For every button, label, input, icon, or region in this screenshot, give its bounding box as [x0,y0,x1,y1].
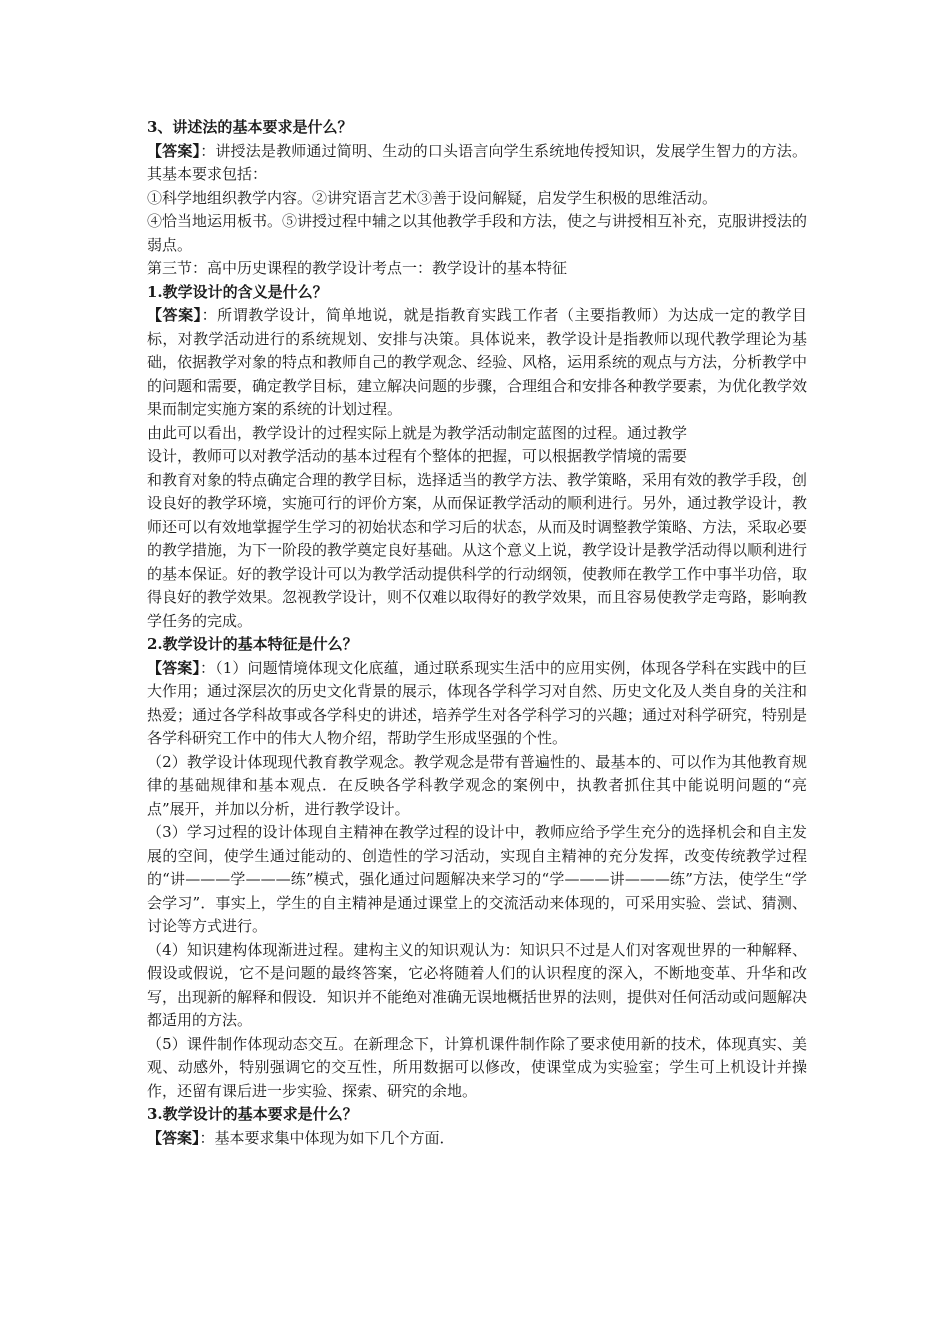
paragraph-line: 设计，教师可以对教学活动的基本过程有个整体的把握，可以根据教学情境的需要 [147,447,688,465]
question-1-paragraph-2-rest: 和教育对象的特点确定合理的教学目标，选择适当的教学方法、教学策略，采用有效的教学手段，创设良好的教学环境，实施可行的评价方案，从而保证教学活动的顺利进行。另外，通过教学设计，教师还可以有效地掌握学生学习的初始状态和学习后的状态，从而及时调整教学策略、方法，采取必要的教学措施，为下一阶段的教学奠定良好基础。从这个意义上说，教学设计是教学活动得以顺利进行的基本保证。好的教学设计可以为教学活动提供科学的行动纲领，使教师在教学工作中事半功倍，取得良好的教学效果。忽视教学设计，则不仅难以取得好的教学效果，而且容易使教学走弯路，影响教学任务的完成。 [147,470,808,630]
answer-text: ：基本要求集中体现为如下几个方面． [199,1128,455,1147]
document-page [147,116,807,1150]
answer-label: 【答案】 [147,306,202,324]
question-2-title: 2.教学设计的基本特征是什么？ [147,635,358,653]
question-3b-answer [147,1127,807,1151]
question-2-item-2: （2）教学设计体现现代教育教学观念。教学观念是带有普遍性的、最基本的、可以作为其他教育规律的基础规律和基本观点．在反映各学科教学观念的案例中，执教者抓住其中能说明问题的“亮点”展开，并加以分析，进行教学设计。 [147,752,807,818]
answer-label: 【答案】 [147,141,201,160]
question-2-item-4: （4）知识建构体现渐进过程。建构主义的知识观认为：知识只不过是人们对客观世界的一种解释、假设或假说，它不是问题的最终答案，它必将随着人们的认识程度的深入，不断地变革、升华和改写，出现新的解释和假设．知识并不能绝对准确无误地概括世界的法则，提供对任何活动或问题解决都适用的方法。 [147,940,808,1029]
question-3-points-line-1: ①科学地组织教学内容。②讲究语言艺术③善于设问解疑，启发学生积极的思维活动。 [147,188,718,207]
paragraph-line: 由此可以看出，教学设计的过程实际上就是为教学活动制定蓝图的过程。通过教学 [147,423,688,442]
question-3-title: 3、讲述法的基本要求是什么？ [147,118,353,136]
question-3-answer [147,140,807,187]
answer-label: 【答案】 [147,658,200,677]
answer-text: ：（1）问题情境体现文化底蕴，通过联系现实生活中的应用实例，体现各学科在实践中的巨大作用；通过深层次的历史文化背景的展示，体现各学科学习对自然、历史文化及人类自身的关注和热爱；通过各学科故事或各学科史的讲述，培养学生对各学科学习的兴趣；通过对科学研究，特别是各学科研究工作中的伟大人物介绍，帮助学生形成坚强的个性。 [147,658,808,747]
question-2-item-3: （3）学习过程的设计体现自主精神在教学过程的设计中，教师应给予学生充分的选择机会和自主发展的空间，使学生通过能动的、创造性的学习活动，实现自主精神的充分发挥，改变传统教学过程的“讲———学———练”模式，强化通过问题解决来学习的“学———讲———练”方法，使学生“学会学习”．事实上，学生的自主精神是通过课堂上的交流活动来体现的，可采用实验、尝试、猜测、讨论等方式进行。 [147,823,807,935]
section-heading: 第三节：高中历史课程的教学设计考点一：教学设计的基本特征 [147,259,568,277]
answer-text: ：讲授法是教师通过简明、生动的口头语言向学生系统地传授知识，发展学生智力的方法。其基本要求包括： [147,141,807,183]
question-1-answer [147,304,807,422]
question-2-item-1 [147,657,807,751]
question-2-item-5: （5）课件制作体现动态交互。在新理念下，计算机课件制作除了要求使用新的技术，体现真实、美观、动感外，特别强调它的交互性，所用数据可以修改，使课堂成为实验室；学生可上机设计并操作，还留有课后进一步实验、探索、研究的余地。 [147,1034,807,1100]
question-3-points-line-2: ④恰当地运用板书。⑤讲授过程中辅之以其他教学手段和方法，使之与讲授相互补充，克服讲授法的弱点。 [147,212,808,254]
answer-label: 【答案】 [147,1128,200,1147]
question-3b-title: 3.教学设计的基本要求是什么？ [147,1105,358,1123]
answer-text: ：所谓教学设计，简单地说，就是指教育实践工作者（主要指教师）为达成一定的教学目标，对教学活动进行的系统规划、安排与决策。具体说来，教学设计是指教师以现代教学理论为基础，依据教学对象的特点和教师自己的教学观念、经验、风格，运用系统的观点与方法，分析教学中的问题和需要，确定教学目标，建立解决问题的步骤，合理组合和安排各种教学要素，为优化教学效果而制定实施方案的系统的计划过程。 [147,306,808,418]
question-1-title: 1.教学设计的含义是什么？ [147,282,328,301]
question-1-paragraph-2 [147,422,807,469]
